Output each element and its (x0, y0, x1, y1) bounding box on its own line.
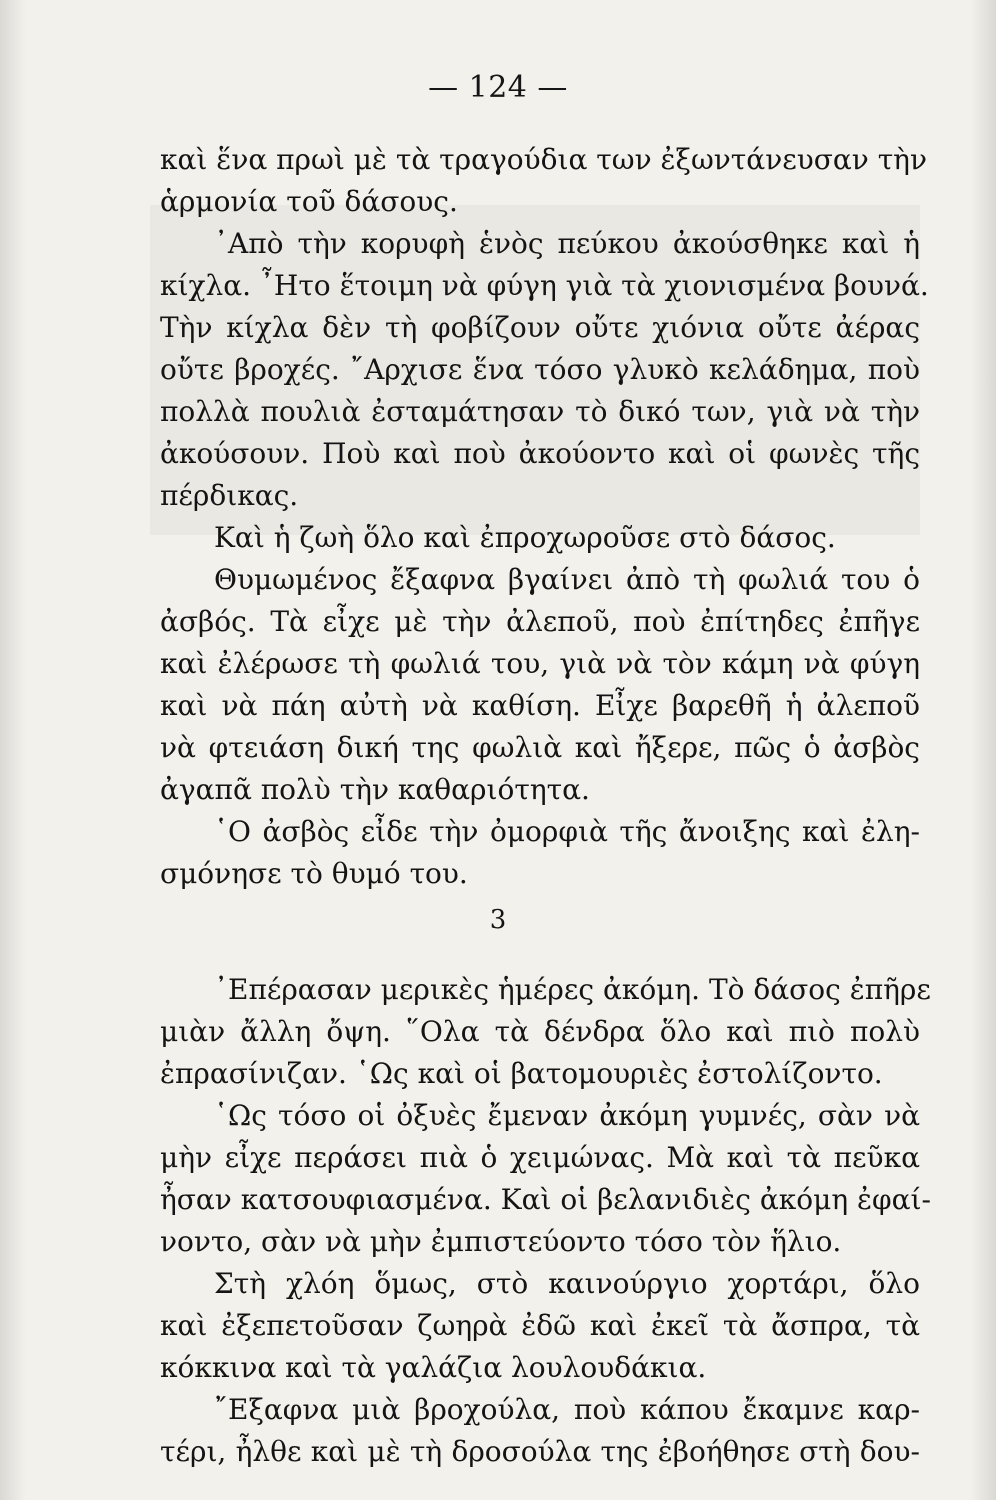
text-line: Τὴν κίχλα δὲν τὴ φοβίζουν οὔτε χιόνια οὔτε ἀέρας (160, 311, 920, 344)
text-line: ἐπρασίνιζαν. ῾Ως καὶ οἱ βατομουριὲς ἐστολίζοντο. (160, 1057, 883, 1090)
text-line: ἁρμονία τοῦ δάσους. (160, 185, 458, 218)
text-line: τέρι, ἦλθε καὶ μὲ τὴ δροσούλα της ἐβοήθησε στὴ δου- (160, 1435, 920, 1468)
scan-edge-left (0, 0, 26, 1500)
text-line: σμόνησε τὸ θυμό του. (160, 857, 468, 890)
text-line: καὶ ἕνα πρωὶ μὲ τὰ τραγούδια των ἐξωντάνευσαν τὴν (160, 143, 927, 176)
text-line: οὔτε βροχές. ῎Αρχισε ἕνα τόσο γλυκὸ κελάδημα, ποὺ (160, 353, 920, 386)
section-number: 3 (489, 905, 507, 935)
text-line: ἦσαν κατσουφιασμένα. Καὶ οἱ βελανιδιὲς ἀκόμη ἐφαί- (160, 1183, 931, 1216)
text-line: νὰ φτειάση δική της φωλιὰ καὶ ἤξερε, πῶς ὁ ἀσβὸς (160, 731, 920, 764)
scan-edge-right (970, 0, 996, 1500)
text-line: ἀγαπᾶ πολὺ τὴν καθαριότητα. (160, 773, 590, 806)
text-line: μιὰν ἄλλη ὄψη. ῞Ολα τὰ δένδρα ὅλο καὶ πιὸ πολὺ (160, 1015, 920, 1048)
text-line: Θυμωμένος ἔξαφνα βγαίνει ἀπὸ τὴ φωλιά του ὁ (214, 563, 920, 596)
page-number: — 124 — (428, 70, 568, 105)
text-line: κόκκινα καὶ τὰ γαλάζια λουλουδάκια. (160, 1351, 707, 1384)
text-line: ῾Ως τόσο οἱ ὀξυὲς ἔμεναν ἀκόμη γυμνές, σὰν νὰ (214, 1099, 920, 1132)
text-line: καὶ νὰ πάη αὐτὴ νὰ καθίση. Εἶχε βαρεθῆ ἡ ἀλεποῦ (160, 689, 920, 722)
text-line: πέρδικας. (160, 479, 299, 512)
text-line: Στὴ χλόη ὅμως, στὸ καινούργιο χορτάρι, ὅλο (214, 1267, 920, 1300)
text-line: ῎Εξαφνα μιὰ βροχούλα, ποὺ κάπου ἔκαμνε καρ- (214, 1393, 920, 1426)
text-line: καὶ ἐλέρωσε τὴ φωλιά του, γιὰ νὰ τὸν κάμη νὰ φύγη (160, 647, 920, 680)
text-line: ἀσβός. Τὰ εἶχε μὲ τὴν ἀλεποῦ, ποὺ ἐπίτηδες ἐπῆγε (160, 605, 920, 638)
text-line: ᾿Επέρασαν μερικὲς ἡμέρες ἀκόμη. Τὸ δάσος ἐπῆρε (214, 973, 931, 1006)
text-line: νοντο, σὰν νὰ μὴν ἐμπιστεύοντο τόσο τὸν ἥλιο. (160, 1225, 842, 1258)
text-line: κίχλα. ῏Ητο ἕτοιμη νὰ φύγη γιὰ τὰ χιονισμένα βουνά. (160, 269, 929, 302)
text-line: ῾Ο ἀσβὸς εἶδε τὴν ὀμορφιὰ τῆς ἄνοιξης καὶ ἐλη- (214, 815, 920, 848)
text-line: πολλὰ πουλιὰ ἐσταμάτησαν τὸ δικό των, γιὰ νὰ τὴν (160, 395, 920, 428)
text-line: Καὶ ἡ ζωὴ ὅλο καὶ ἐπροχωροῦσε στὸ δάσος. (214, 521, 836, 554)
text-line: ᾿Απὸ τὴν κορυφὴ ἑνὸς πεύκου ἀκούσθηκε καὶ ἡ (214, 227, 920, 260)
text-line: καὶ ἐξεπετοῦσαν ζωηρὰ ἐδῶ καὶ ἐκεῖ τὰ ἄσπρα, τὰ (160, 1309, 920, 1342)
text-line: ἀκούσουν. Ποὺ καὶ ποὺ ἀκούοντο καὶ οἱ φωνὲς τῆς (160, 437, 920, 470)
text-line: μὴν εἶχε περάσει πιὰ ὁ χειμώνας. Μὰ καὶ τὰ πεῦκα (160, 1141, 920, 1174)
